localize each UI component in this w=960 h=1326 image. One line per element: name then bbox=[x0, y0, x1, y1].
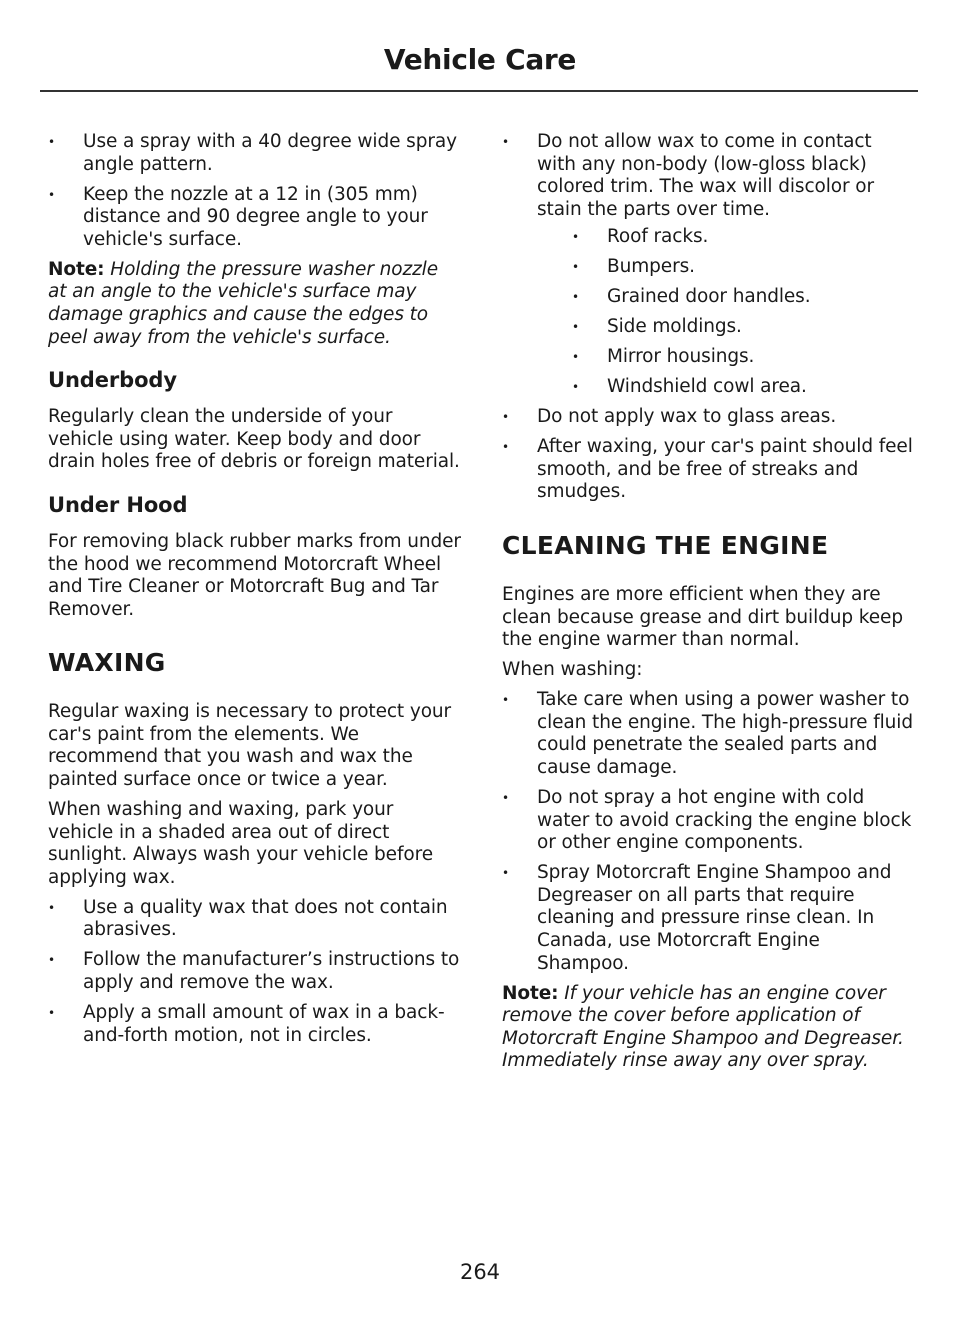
wax-trim-bullet-list bbox=[502, 131, 916, 504]
trim-subbullet-list bbox=[537, 226, 916, 399]
list-item: • Apply a small amount of wax in a back-and-forth motion, not in circles. bbox=[48, 1002, 462, 1047]
list-item: • Spray Motorcraft Engine Shampoo and Degreaser on all parts that require cleaning and pressure rinse clean. In Canada, use Motorcraft Engine Shampoo. bbox=[502, 862, 916, 975]
list-item: • After waxing, your car's paint should feel smooth, and be free of streaks and smudges. bbox=[502, 436, 916, 504]
list-item: • Keep the nozzle at a 12 in (305 mm) distance and 90 degree angle to your vehicle's surface. bbox=[48, 184, 462, 252]
list-item: • Take care when using a power washer to clean the engine. The high-pressure fluid could penetrate the sealed parts and cause damage. bbox=[502, 689, 916, 779]
engine-paragraph-2: When washing: bbox=[502, 659, 643, 681]
list-item: • Bumpers. bbox=[572, 256, 916, 279]
under-hood-text: For removing black rubber marks from under the hood we recommend Motorcraft Wheel and Tire Cleaner or Motorcraft Bug and Tar Remover. bbox=[48, 530, 461, 620]
header-divider bbox=[40, 90, 918, 92]
section-heading-underbody: Underbody bbox=[48, 368, 177, 393]
list-item: • Mirror housings. bbox=[572, 346, 916, 369]
note-label: Note: bbox=[502, 982, 559, 1004]
note-pressure-washer bbox=[48, 259, 462, 349]
waxing-paragraph-2: When washing and waxing, park your vehicle in a shaded area out of direct sunlight. Always wash your vehicle before applying wax. bbox=[48, 799, 433, 888]
engine-bullet-list bbox=[502, 689, 916, 975]
list-item: • Roof racks. bbox=[572, 226, 916, 249]
page-header bbox=[0, 0, 960, 94]
section-heading-under-hood: Under Hood bbox=[48, 492, 188, 517]
page-number: 264 bbox=[459, 1260, 501, 1284]
list-item: • Use a spray with a 40 degree wide spray angle pattern. bbox=[48, 131, 462, 176]
list-item: • Use a quality wax that does not contain abrasives. bbox=[48, 897, 462, 942]
note-text: Holding the pressure washer nozzle at an angle to the vehicle's surface may damage graphics and cause the edges to peel away from the vehicle's surface. bbox=[48, 258, 438, 348]
note-label: Note: bbox=[48, 258, 105, 280]
list-item bbox=[502, 131, 916, 399]
list-item-text: Do not allow wax to come in contact with any non-body (low-gloss black) colored trim. The wax will discolor or stain the parts over time. bbox=[537, 131, 875, 220]
underbody-text: Regularly clean the underside of your vehicle using water. Keep body and door drain holes free of debris or foreign material. bbox=[48, 406, 460, 473]
list-item: • Windshield cowl area. bbox=[572, 376, 916, 399]
note-text: If your vehicle has an engine cover remove the cover before application of Motorcraft Engine Shampoo and Degreaser. Immediately rinse away any over spray. bbox=[502, 982, 904, 1072]
waxing-paragraph-1: Regular waxing is necessary to protect your car's paint from the elements. We recommend that you wash and wax the painted surface once or twice a year. bbox=[48, 701, 452, 791]
waxing-bullet-list bbox=[48, 897, 462, 1047]
list-item: • Do not spray a hot engine with cold water to avoid cracking the engine block or other engine components. bbox=[502, 787, 916, 855]
list-item: • Grained door handles. bbox=[572, 286, 916, 309]
section-heading-waxing: WAXING bbox=[48, 648, 166, 678]
engine-paragraph-1: Engines are more efficient when they are clean because grease and dirt buildup keep the engine warmer than normal. bbox=[502, 584, 903, 651]
list-item: • Side moldings. bbox=[572, 316, 916, 339]
section-heading-cleaning-engine: CLEANING THE ENGINE bbox=[502, 531, 829, 561]
page-title: Vehicle Care bbox=[383, 43, 577, 76]
list-item: • Follow the manufacturer’s instructions to apply and remove the wax. bbox=[48, 949, 462, 994]
left-column bbox=[48, 131, 462, 1055]
note-engine-cover bbox=[502, 983, 916, 1073]
spray-bullet-list bbox=[48, 131, 462, 251]
list-item: • Do not apply wax to glass areas. bbox=[502, 406, 916, 429]
right-column bbox=[502, 131, 916, 1080]
